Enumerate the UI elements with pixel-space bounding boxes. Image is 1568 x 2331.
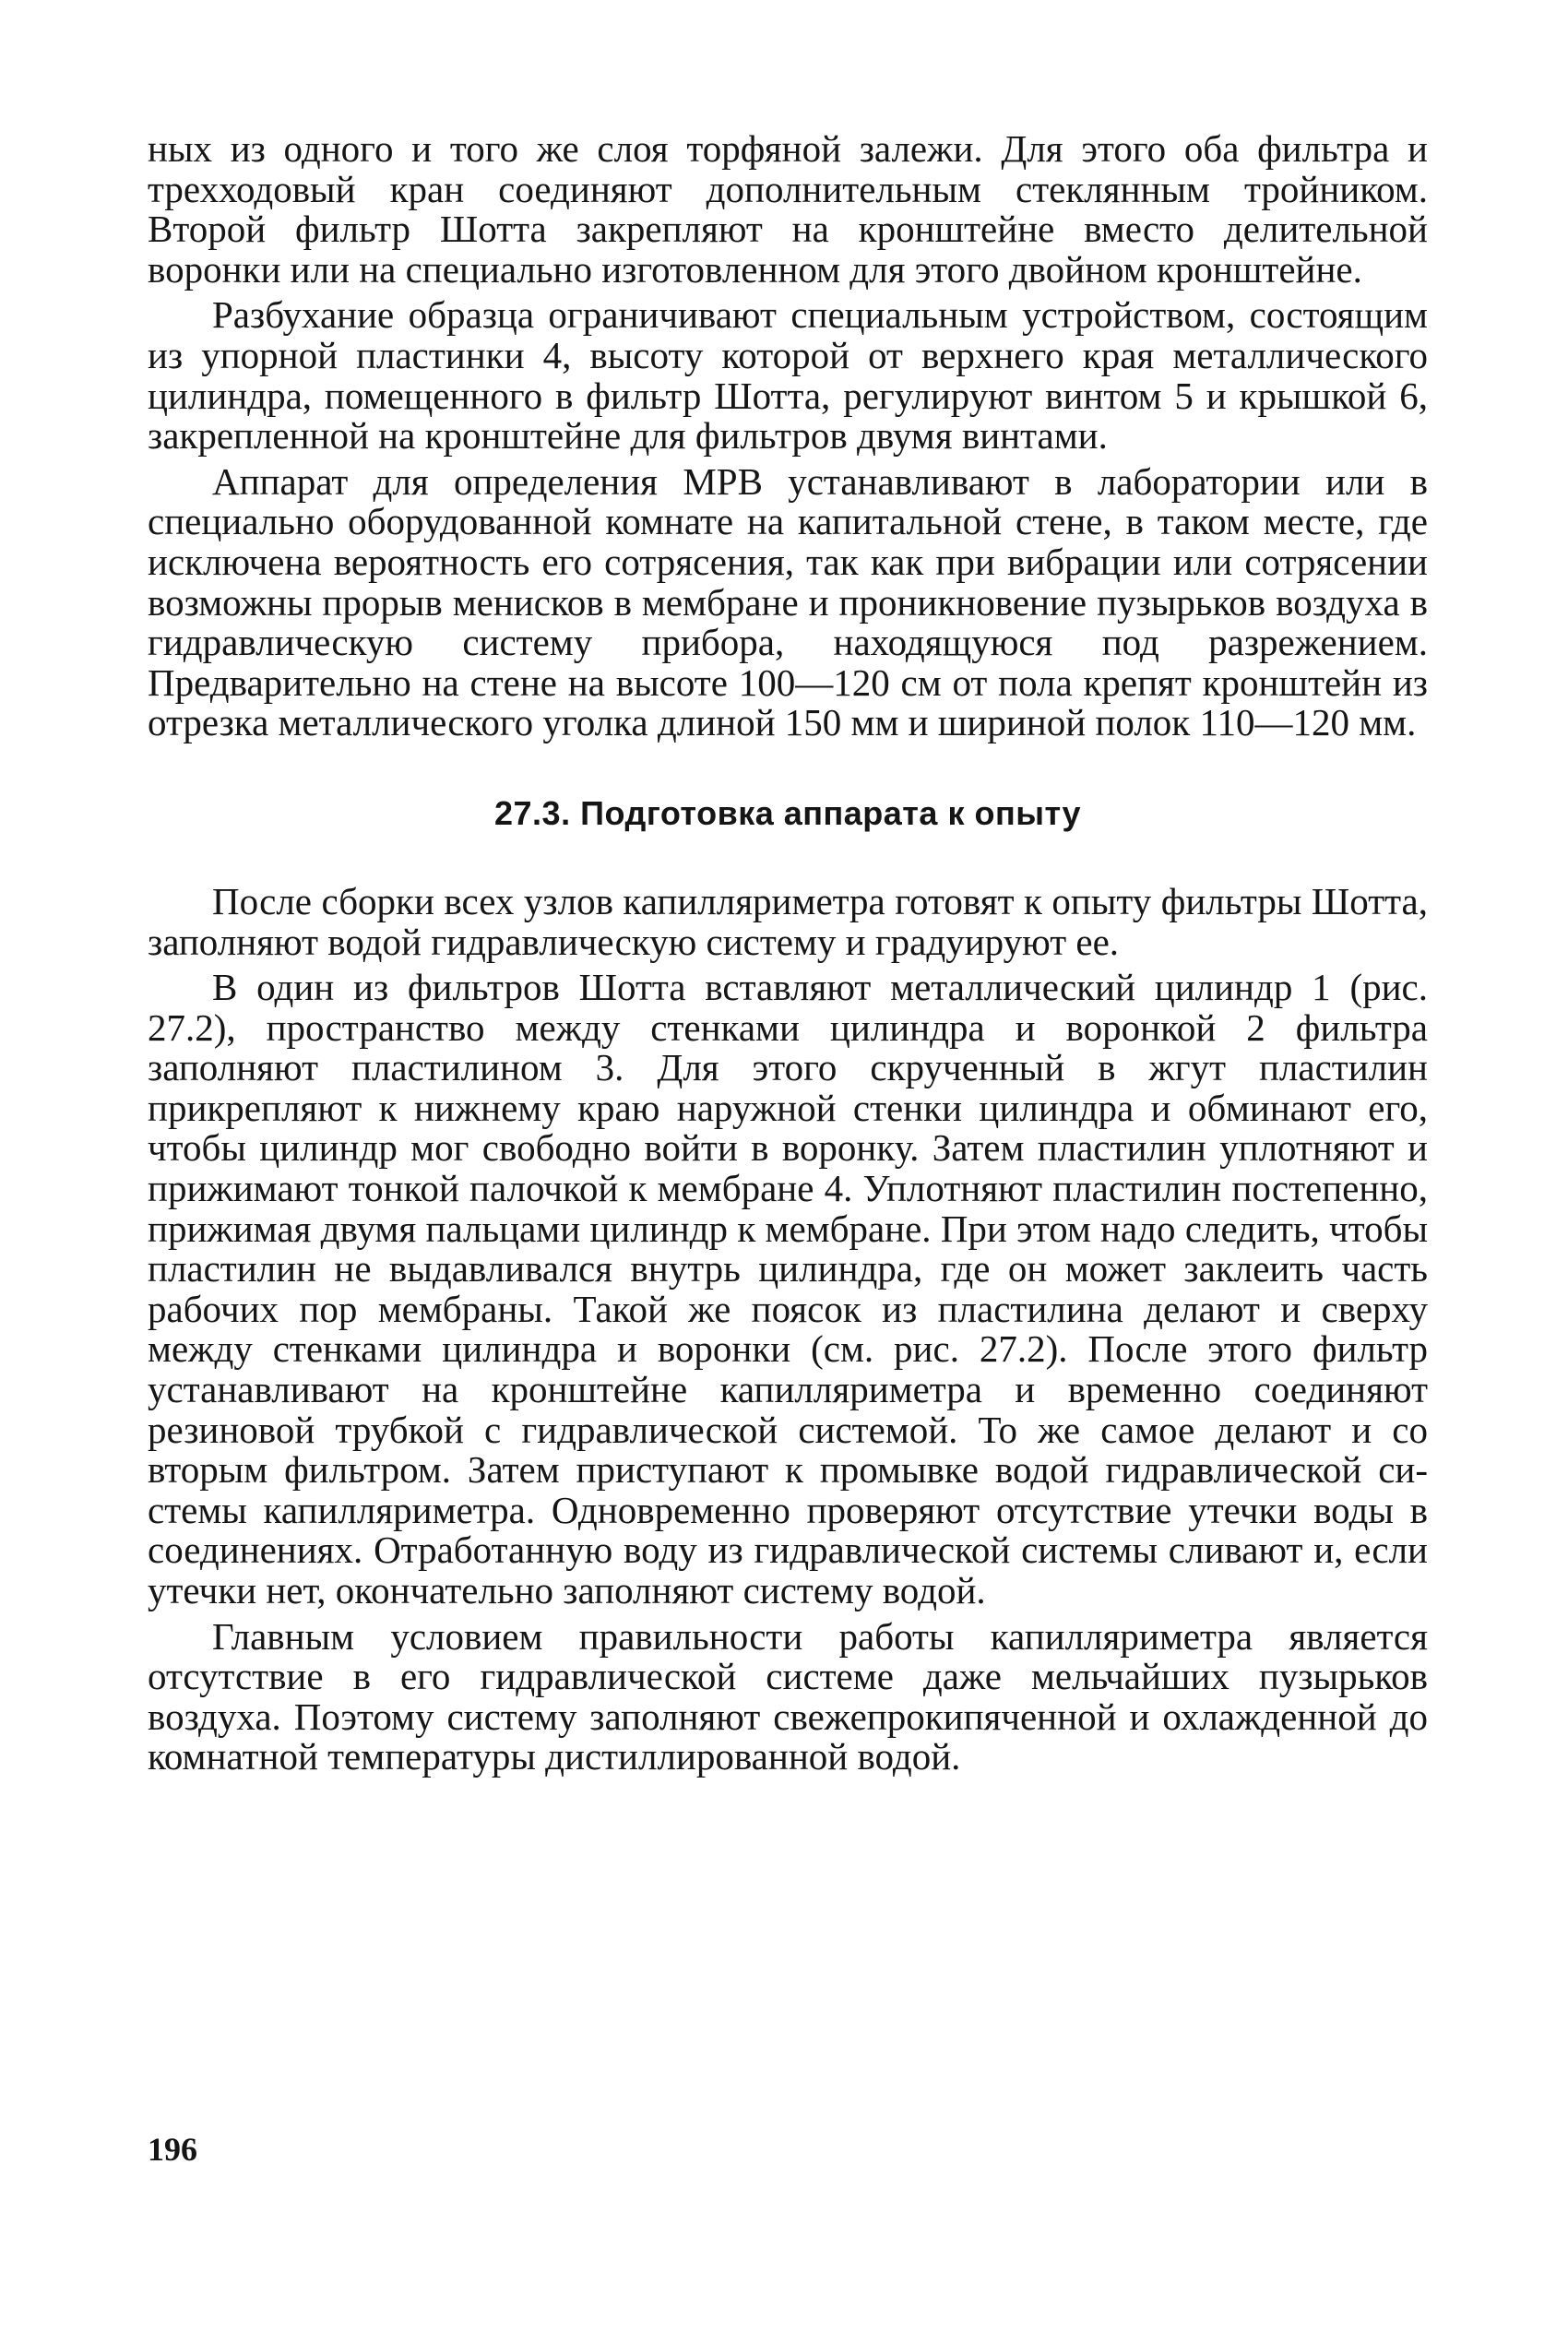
paragraph-apparatus-placement: Аппарат для определения МРВ устанавливают в лаборатории или в специально оборудованной комнате на капитальной стене, в таком месте, где исключена вероятность его сотрясения, так как при вибрации или сотрясении возможны прорыв менисков в мембране и проникновение пузырьков воздуха в гидравлическую систему прибора, находящуюся под разрежением. Предварительно на стене на высоте 100—120 см от пола крепят кронштейн из отрезка металлического уголка длиной 150 мм и шириной полок 110—120 мм.	[148, 459, 1428, 744]
paragraph-main-condition: Главным условием правильности работы капилляриметра является отсутствие в его гидравлической системе даже мельчайших пузырьков воздуха. Поэтому систему заполняют свежепрокипяченной и охлажденной до комнатной температуры дистиллированной водой.	[148, 1614, 1428, 1778]
paragraph-swelling-limit: Разбухание образца ограничивают специальным устройством, состоящим из упорной пластинки 4, высоту которой от верхнего края металлического цилиндра, помещенного в фильтр Шотта, регулируют винтом 5 и крышкой 6, закрепленной на кронштейне для фильтров двумя винтами.	[148, 293, 1428, 458]
paragraph-cylinder-insertion: В один из фильтров Шотта вставляют металлический цилиндр 1 (рис. 27.2), пространство между стенками цилиндра и воронкой 2 фильтра заполняют пластилином 3. Для этого скрученный в жгут пластилин прикрепляют к нижнему краю наружной стенки цилиндра и обминают его, чтобы цилиндр мог свободно войти в воронку. Затем пластилин уплотняют и прижимают тонкой палочкой к мембране 4. Уплотняют пластилин постепенно, прижимая двумя пальцами цилиндр к мембране. При этом надо следить, чтобы пластилин не выдавливался внутрь цилиндра, где он может заклеить часть рабочих пор мембраны. Такой же поясок из пластилина делают и сверху между стенками цилиндра и воронки (см. рис. 27.2). После этого фильтр устанавливают на кронштейне капилляриметра и временно соединяют резиновой трубкой с гидравлической системой. То же самое делают и со вторым фильтром. Затем приступают к промывке водой гидравлической системы капилляриметра. Одновременно проверяют отсутствие утечки воды в соединениях. Отработанную воду из гидравлической системы сливают и, если утечки нет, окончательно заполняют систему водой.	[148, 966, 1428, 1611]
page-number: 196	[148, 2131, 197, 2168]
paragraph-assembly: После сборки всех узлов капилляриметра готовят к опыту фильтры Шотта, заполняют водой гидравлическую систему и градуируют ее.	[148, 879, 1428, 963]
section-heading: 27.3. Подготовка аппарата к опыту	[494, 793, 1081, 832]
page-body	[148, 129, 1428, 1783]
paragraph-continuation: ных из одного и того же слоя торфяной залежи. Для этого оба фильтра и трехходовый кран соединяют дополнительным стеклянным тройником. Второй фильтр Шотта закрепляют на кронштейне вместо делительной воронки или на специально изготовленном для этого двойном кронштейне.	[148, 127, 1428, 291]
